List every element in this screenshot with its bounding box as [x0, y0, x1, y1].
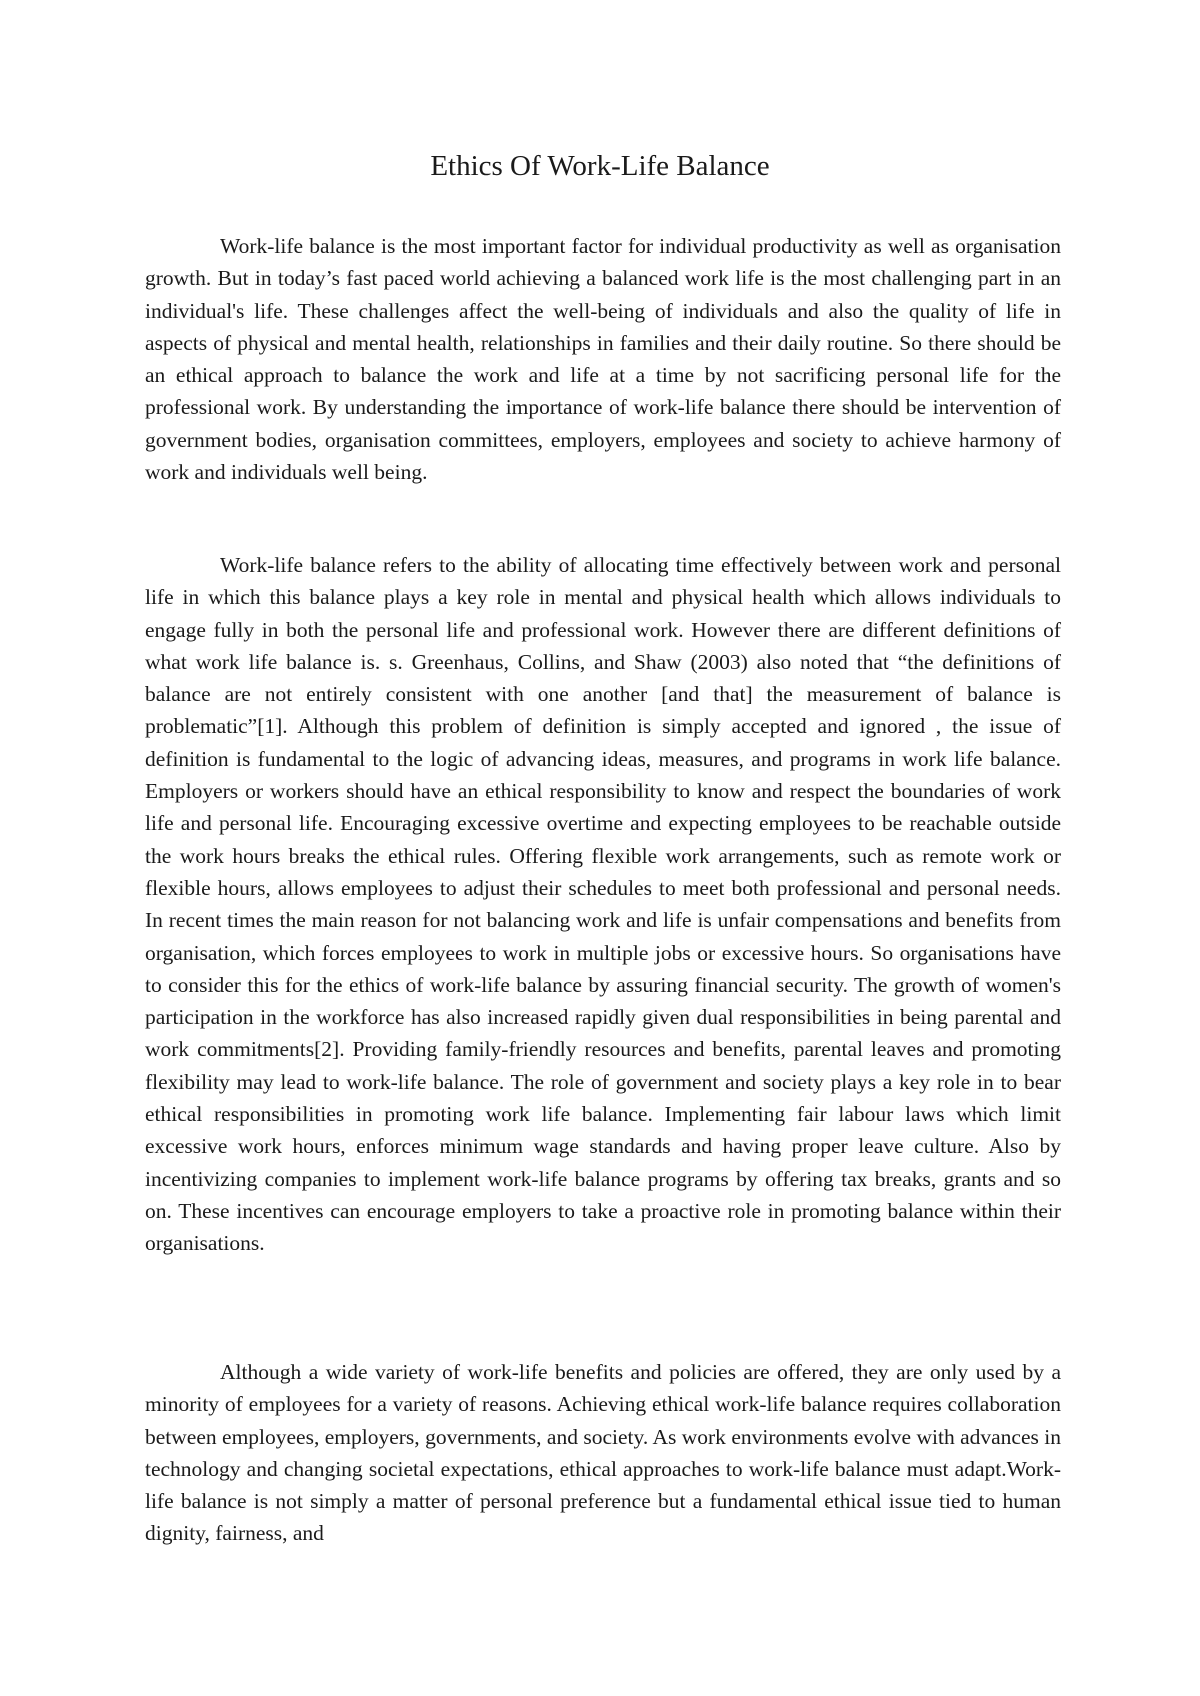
paragraph-2: Work-life balance refers to the ability of allocating time effectively between work and personal life in which this balance plays a key role in mental and physical health which allows individuals to engage fully in both the personal life and professional work. However there are different definitions of what work life balance is. s. Greenhaus, Collins, and Shaw (2003) also noted that “the definitions of balance are not entirely consistent with one another [and that] the measurement of balance is problematic”[1]. Although this problem of definition is simply accepted and ignored , the issue of definition is fundamental to the logic of advancing ideas, measures, and programs in work life balance. Employers or workers should have an ethical responsibility to know and respect the boundaries of work life and personal life. Encouraging excessive overtime and expecting employees to be reachable outside the work hours breaks the ethical rules. Offering flexible work arrangements, such as remote work or flexible hours, allows employees to adjust their schedules to meet both professional and personal needs. In recent times the main reason for not balancing work and life is unfair compensations and benefits from organisation, which forces employees to work in multiple jobs or excessive hours. So organisations have to consider this for the ethics of work-life balance by assuring financial security. The growth of women's participation in the workforce has also increased rapidly given dual responsibilities in being parental and work commitments[2]. Providing family-friendly resources and benefits, parental leaves and promoting flexibility may lead to work-life balance. The role of government and society plays a key role in to bear ethical responsibilities in promoting work life balance. Implementing fair labour laws which limit excessive work hours, enforces minimum wage standards and having proper leave culture. Also by incentivizing companies to implement work-life balance programs by offering tax breaks, grants and so on. These incentives can encourage employers to take a proactive role in promoting balance within their organisations. — [145, 553, 1061, 1256]
document-title: Ethics Of Work-Life Balance — [430, 150, 770, 182]
paragraph-1: Work-life balance is the most important factor for individual productivity as well as organisation growth. But in today’s fast paced world achieving a balanced work life is the most challenging part in an individual's life. These challenges affect the well-being of individuals and also the quality of life in aspects of physical and mental health, relationships in families and their daily routine. So there should be an ethical approach to balance the work and life at a time by not sacrificing personal life for the professional work. By understanding the importance of work-life balance there should be intervention of government bodies, organisation committees, employers, employees and society to achieve harmony of work and individuals well being. — [145, 234, 1061, 485]
paragraph-3: Although a wide variety of work-life benefits and policies are offered, they are only used by a minority of employees for a variety of reasons. Achieving ethical work-life balance requires collaboration between employees, employers, governments, and society. As work environments evolve with advances in technology and changing societal expectations, ethical approaches to work-life balance must adapt.Work-life balance is not simply a matter of personal preference but a fundamental ethical issue tied to human dignity, fairness, and — [145, 1360, 1061, 1546]
